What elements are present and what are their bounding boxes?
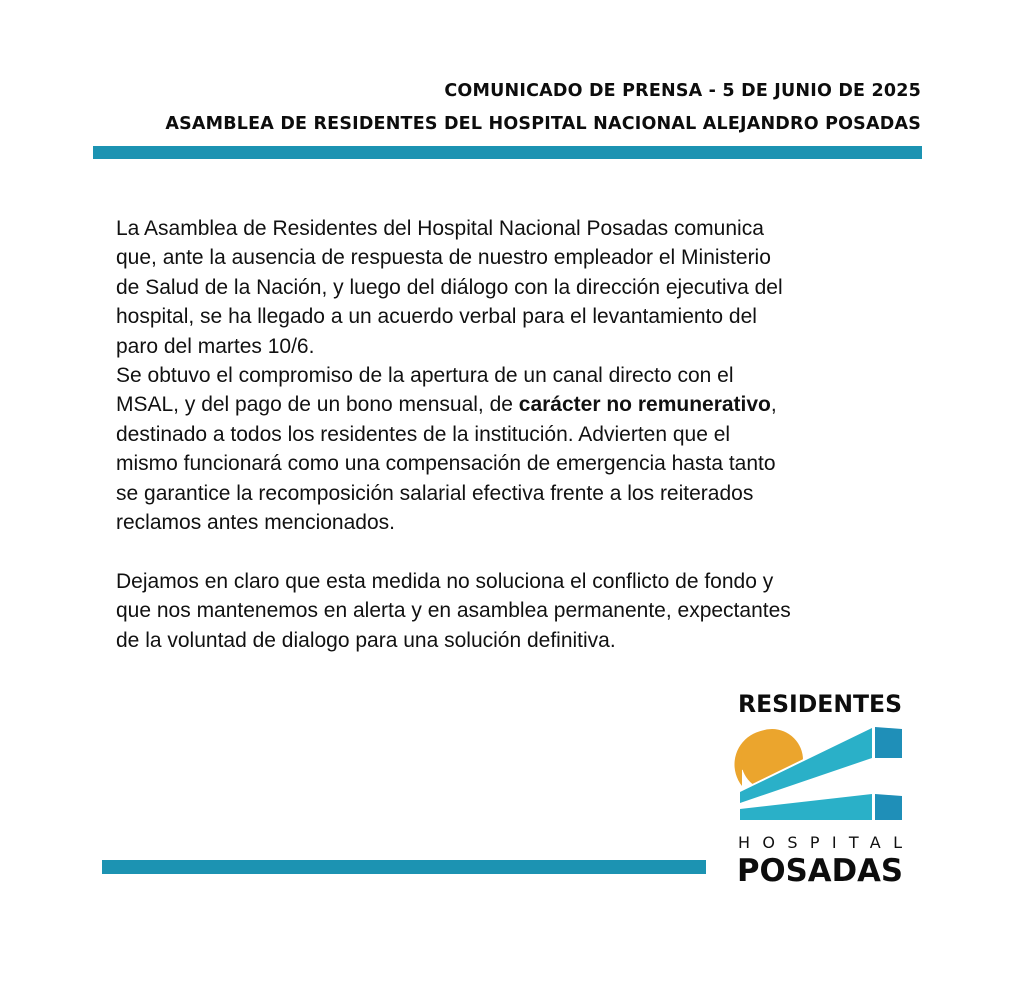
building-lower-side: [875, 794, 902, 820]
body-line: de Salud de la Nación, y luego del diálogo con la dirección ejecutiva del: [116, 275, 783, 299]
organization-heading: ASAMBLEA DE RESIDENTES DEL HOSPITAL NACIONAL ALEJANDRO POSADAS: [165, 114, 921, 134]
building-upper-side: [875, 727, 902, 758]
body-line: que nos mantenemos en alerta y en asamblea permanente, expectantes: [116, 599, 791, 623]
top-divider-bar: [93, 146, 922, 159]
logo-top-text: RESIDENTES: [738, 690, 902, 718]
press-release-body: [116, 214, 791, 655]
residentes-hospital-posadas-logo: [734, 688, 906, 888]
body-line: se garantice la recomposición salarial efectiva frente a los reiterados: [116, 481, 754, 505]
body-line: que, ante la ausencia de respuesta de nuestro empleador el Ministerio: [116, 246, 771, 270]
emphasis-text: carácter no remunerativo: [518, 393, 771, 417]
body-line: paro del martes 10/6.: [116, 334, 315, 358]
body-line: mismo funcionará como una compensación de emergencia hasta tanto: [116, 452, 776, 476]
body-line: Dejamos en claro que esta medida no soluciona el conflicto de fondo y: [116, 569, 774, 593]
body-line: Se obtuvo el compromiso de la apertura de un canal directo con el: [116, 364, 734, 388]
body-line: hospital, se ha llegado a un acuerdo verbal para el levantamiento del: [116, 305, 757, 329]
paragraph-gap: [116, 537, 791, 566]
body-text: MSAL, y del pago de un bono mensual, de: [116, 393, 519, 417]
body-line: [116, 390, 791, 419]
press-release-date-heading: COMUNICADO DE PRENSA - 5 DE JUNIO DE 2025: [444, 81, 921, 101]
body-text: ,: [770, 393, 777, 417]
body-line: reclamos antes mencionados.: [116, 511, 395, 535]
body-line: La Asamblea de Residentes del Hospital Nacional Posadas comunica: [116, 217, 764, 240]
logo-middle-text: HOSPITAL: [738, 833, 902, 852]
body-line: de la voluntad de dialogo para una solución definitiva.: [116, 628, 616, 652]
bottom-divider-bar: [102, 860, 706, 874]
body-line: destinado a todos los residentes de la institución. Advierten que el: [116, 422, 731, 446]
logo-bottom-text: POSADAS: [737, 853, 903, 888]
